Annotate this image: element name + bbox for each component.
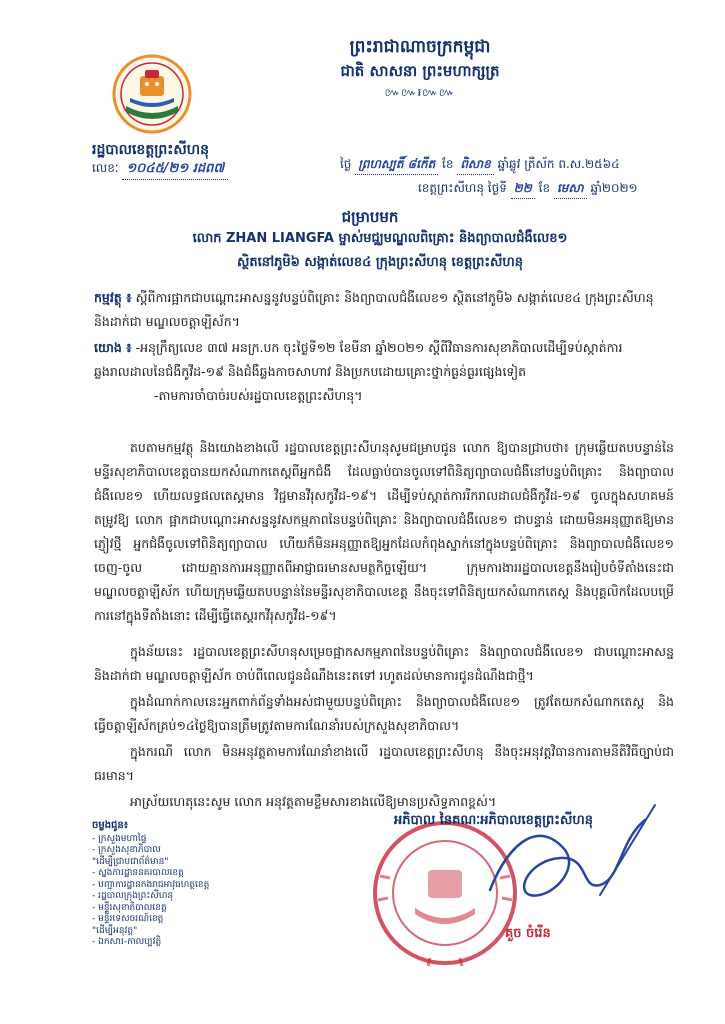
lunar-date-line [340,156,620,175]
cc-item: - មន្ទីរទេសចរណ៍ខេត្ត [92,914,164,924]
solar-year: ឆ្នាំ២០២១ [590,181,638,195]
solar-day: ២២ [511,180,535,199]
issuer-name: រដ្ឋបាលខេត្តព្រះសីហនុ [92,142,209,158]
body-paragraph-5: អាស្រ័យហេតុនេះសូម លោក អនុវត្តតាមខ្លឹមសារខាងលើឱ្យមានប្រសិទ្ធភាពខ្ពស់។ [130,794,497,809]
cc-item: - បញ្ជាការដ្ឋានកងរាជអាវុធហត្ថខេត្ត [92,879,210,890]
ornament: ៚៚៛៚៚ [384,86,456,99]
solar-date-line [418,180,638,199]
signer-name: គួច ចំរើន [505,926,551,941]
cc-list [92,820,242,949]
solar-prefix: ខេត្តព្រះសីហនុ ថ្ងៃទី [418,181,507,195]
body-paragraph-1: តបតាមកម្មវត្ថុ និងយោងខាងលើ រដ្ឋបាលខេត្តព្រះសីហនុសូមជម្រាបជូន លោក ឱ្យបានជ្រាបថា៖ ក្រុមឆ្លើយតបបន្ទាន់នៃមន្ទីរសុខាភិបាលខេត្តបានយកសំណាកតេស្តពីអ្នកជំងឺ ដែលធ្លាប់បានចូលទៅពិនិត្យព្យាបាលជំងឺនៅបន្ទប់ពិគ្រោះ និងព្យាបាលជំងឺលេខ១ ហើយលទ្ធផលតេស្តមាន វិជ្ជមានវីរុសកូវីដ-១៩។ ដើម្បីទប់ស្កាត់ការរីករាលដាលជំងឺកូវីដ-១៩ ចូលក្នុងសហគមន៍ តម្រូវឱ្យ លោក ផ្អាកជាបណ្តោះអាសន្ននូវសកម្មភាពនៃបន្ទប់ពិគ្រោះ និងព្យាបាលជំងឺលេខ១ ជាបន្ទាន់ ដោយមិនអនុញ្ញាតឱ្យមានភ្ញៀវថ្មី អ្នកជំងឺចូលទៅពិនិត្យព្យាបាល ហើយក៏មិនអនុញ្ញាតឱ្យអ្នកដែលកំពុងស្នាក់នៅក្នុងបន្ទប់ពិគ្រោះ និងព្យាបាលជំងឺលេខ១ ចេញ-ចូល ដោយគ្មានការអនុញ្ញាតពីអាជ្ញាធរមានសមត្ថកិច្ចឡើយ។ ក្រុមការងាររដ្ឋបាលខេត្តនឹងរៀបចំទីតាំងនេះជា មណ្ឌលចត្តាឡីស័ក ហើយក្រុមឆ្លើយតបបន្ទាន់នៃមន្ទីរសុខាភិបាលខេត្ត នឹងចុះទៅពិនិត្យយកសំណាកតេស្ត និងបុគ្គលិកដែលបម្រើការនៅក្នុងទីតាំងនោះ ដើម្បីធ្វើតេស្តរកវីរុសកូវីដ-១៩។ [94,440,674,623]
ref-number: ១០៤៥/២១ រដព៧ [122,160,228,180]
body-paragraph-3: ក្នុងដំណាក់កាលនេះអ្នកពាក់ព័ន្ធទាំងអស់ជាមួយបន្ទប់ពិគ្រោះ និងព្យាបាលជំងឺលេខ១ ត្រូវតែយកសំណាកតេស្ត និងធ្វើចត្តាឡីស័កគ្រប់១៤ថ្ងៃឱ្យបានត្រឹមត្រូវតាមការណែនាំរបស់ក្រសួងសុខាភិបាល។ [94,694,674,733]
solar-month-prefix: ខែ [538,181,551,195]
cc-item: - មន្ទីរសុខាភិបាលខេត្ត [92,902,167,913]
cc-item: - ក្រសួងមហាផ្ទៃ [92,833,147,844]
subject-text: ស្តីពីការផ្អាកជាបណ្តោះអាសន្ននូវបន្ទប់ពិគ្រោះ និងព្យាបាលជំងឺលេខ១ ស្ថិតនៅភូមិ៦ សង្កាត់លេខ៤ ក្រុងព្រះសីហនុ និងដាក់ជា មណ្ឌលចត្តាឡីស័ក។ [94,290,654,329]
lunar-month-prefix: ខែ [442,157,454,171]
reference-label: យោង ៖ [94,340,132,355]
cc-title: ចម្លងជូន៖ [92,820,129,831]
cc-item: - ស្នងការដ្ឋាននគរបាលខេត្ត [92,868,184,878]
kingdom-heading: ព្រះរាជាណាចក្រកម្ពុជា [349,37,491,57]
lunar-day: ព្រហស្បតិ៍ ៨កើត [355,156,438,175]
recipient-line-2: ស្ថិតនៅភូមិ៦ សង្កាត់លេខ៤ ក្រុងព្រះសីហនុ ខេត្តព្រះសីហនុ [236,255,524,270]
province-seal-icon [112,54,192,134]
cc-item: "ដើម្បីជ្រាបជាព័ត៌មាន" [92,856,169,867]
reference-item-2: -តាមការចាំបាច់របស់រដ្ឋបាលខេត្តព្រះសីហនុ។ [154,388,363,403]
reference-number-line [92,160,228,180]
body-paragraph-2: ក្នុងន័យនេះ រដ្ឋបាលខេត្តព្រះសីហនុសម្រេចផ្អាកសកម្មភាពនៃបន្ទប់ពិគ្រោះ និងព្យាបាលជំងឺលេខ១ ជាបណ្តោះអាសន្ន និងដាក់ជា មណ្ឌលចត្តាឡីស័ក ចាប់ពីពេលជូនដំណឹងនេះតទៅ រហូតដល់មានការជូនដំណឹងជាថ្មី។ [94,644,674,683]
lunar-month: ពិសាខ [457,156,493,175]
letter-title: ជម្រាបមក [341,208,399,226]
reference-section [94,336,664,408]
cc-item: "ដើម្បីអនុវត្ត" [92,925,138,936]
signer-title: អភិបាល នៃគណៈអភិបាលខេត្តព្រះសីហនុ [394,813,593,828]
body-paragraph-4: ក្នុងករណី លោក មិនអនុវត្តតាមការណែនាំខាងលើ រដ្ឋបាលខេត្តព្រះសីហនុ នឹងចុះអនុវត្តវិធានការតាមនីតិវិធីច្បាប់ជាធរមាន។ [94,744,674,783]
subject-label: កម្មវត្ថុ ៖ [94,290,132,305]
lunar-prefix: ថ្ងៃ [340,157,352,171]
cc-item: - ក្រសួងសុខាភិបាល [92,845,161,855]
cc-item: - រដ្ឋបាលក្រុងព្រះសីហនុ [92,891,174,901]
handwritten-signature-icon [470,800,670,920]
ref-prefix: លេខៈ [92,161,119,175]
recipient-line-1: លោក ZHAN LIANGFA ម្ចាស់មជ្ឈមណ្ឌលពិគ្រោះ និងព្យាបាលជំងឺលេខ១ [192,231,568,246]
motto-heading: ជាតិ សាសនា ព្រះមហាក្សត្រ [340,62,500,80]
reference-item-1: -អនុក្រឹត្យលេខ ៣៧ អនក្រ.បក ចុះថ្ងៃទី១២ ខែមីនា ឆ្នាំ២០២១ ស្តីពីវិធានការសុខាភិបាលដើម្បីទប់ស្កាត់ការឆ្លងរាលដាលនៃជំងឺកូវីដ-១៩ និងជំងឺឆ្លងកាចសាហាវ និងប្រកបដោយគ្រោះថ្នាក់ធ្ងន់ធ្ងរផ្សេងទៀត [94,340,623,379]
cc-item: - ឯកសារ-កាលប្បវត្តិ [92,937,162,947]
lunar-suffix: ឆ្នាំឆ្លូវ ត្រីស័ក ព.ស.២៥៦៤ [497,157,620,171]
solar-month: មេសា [554,180,587,199]
subject-section [94,286,664,334]
